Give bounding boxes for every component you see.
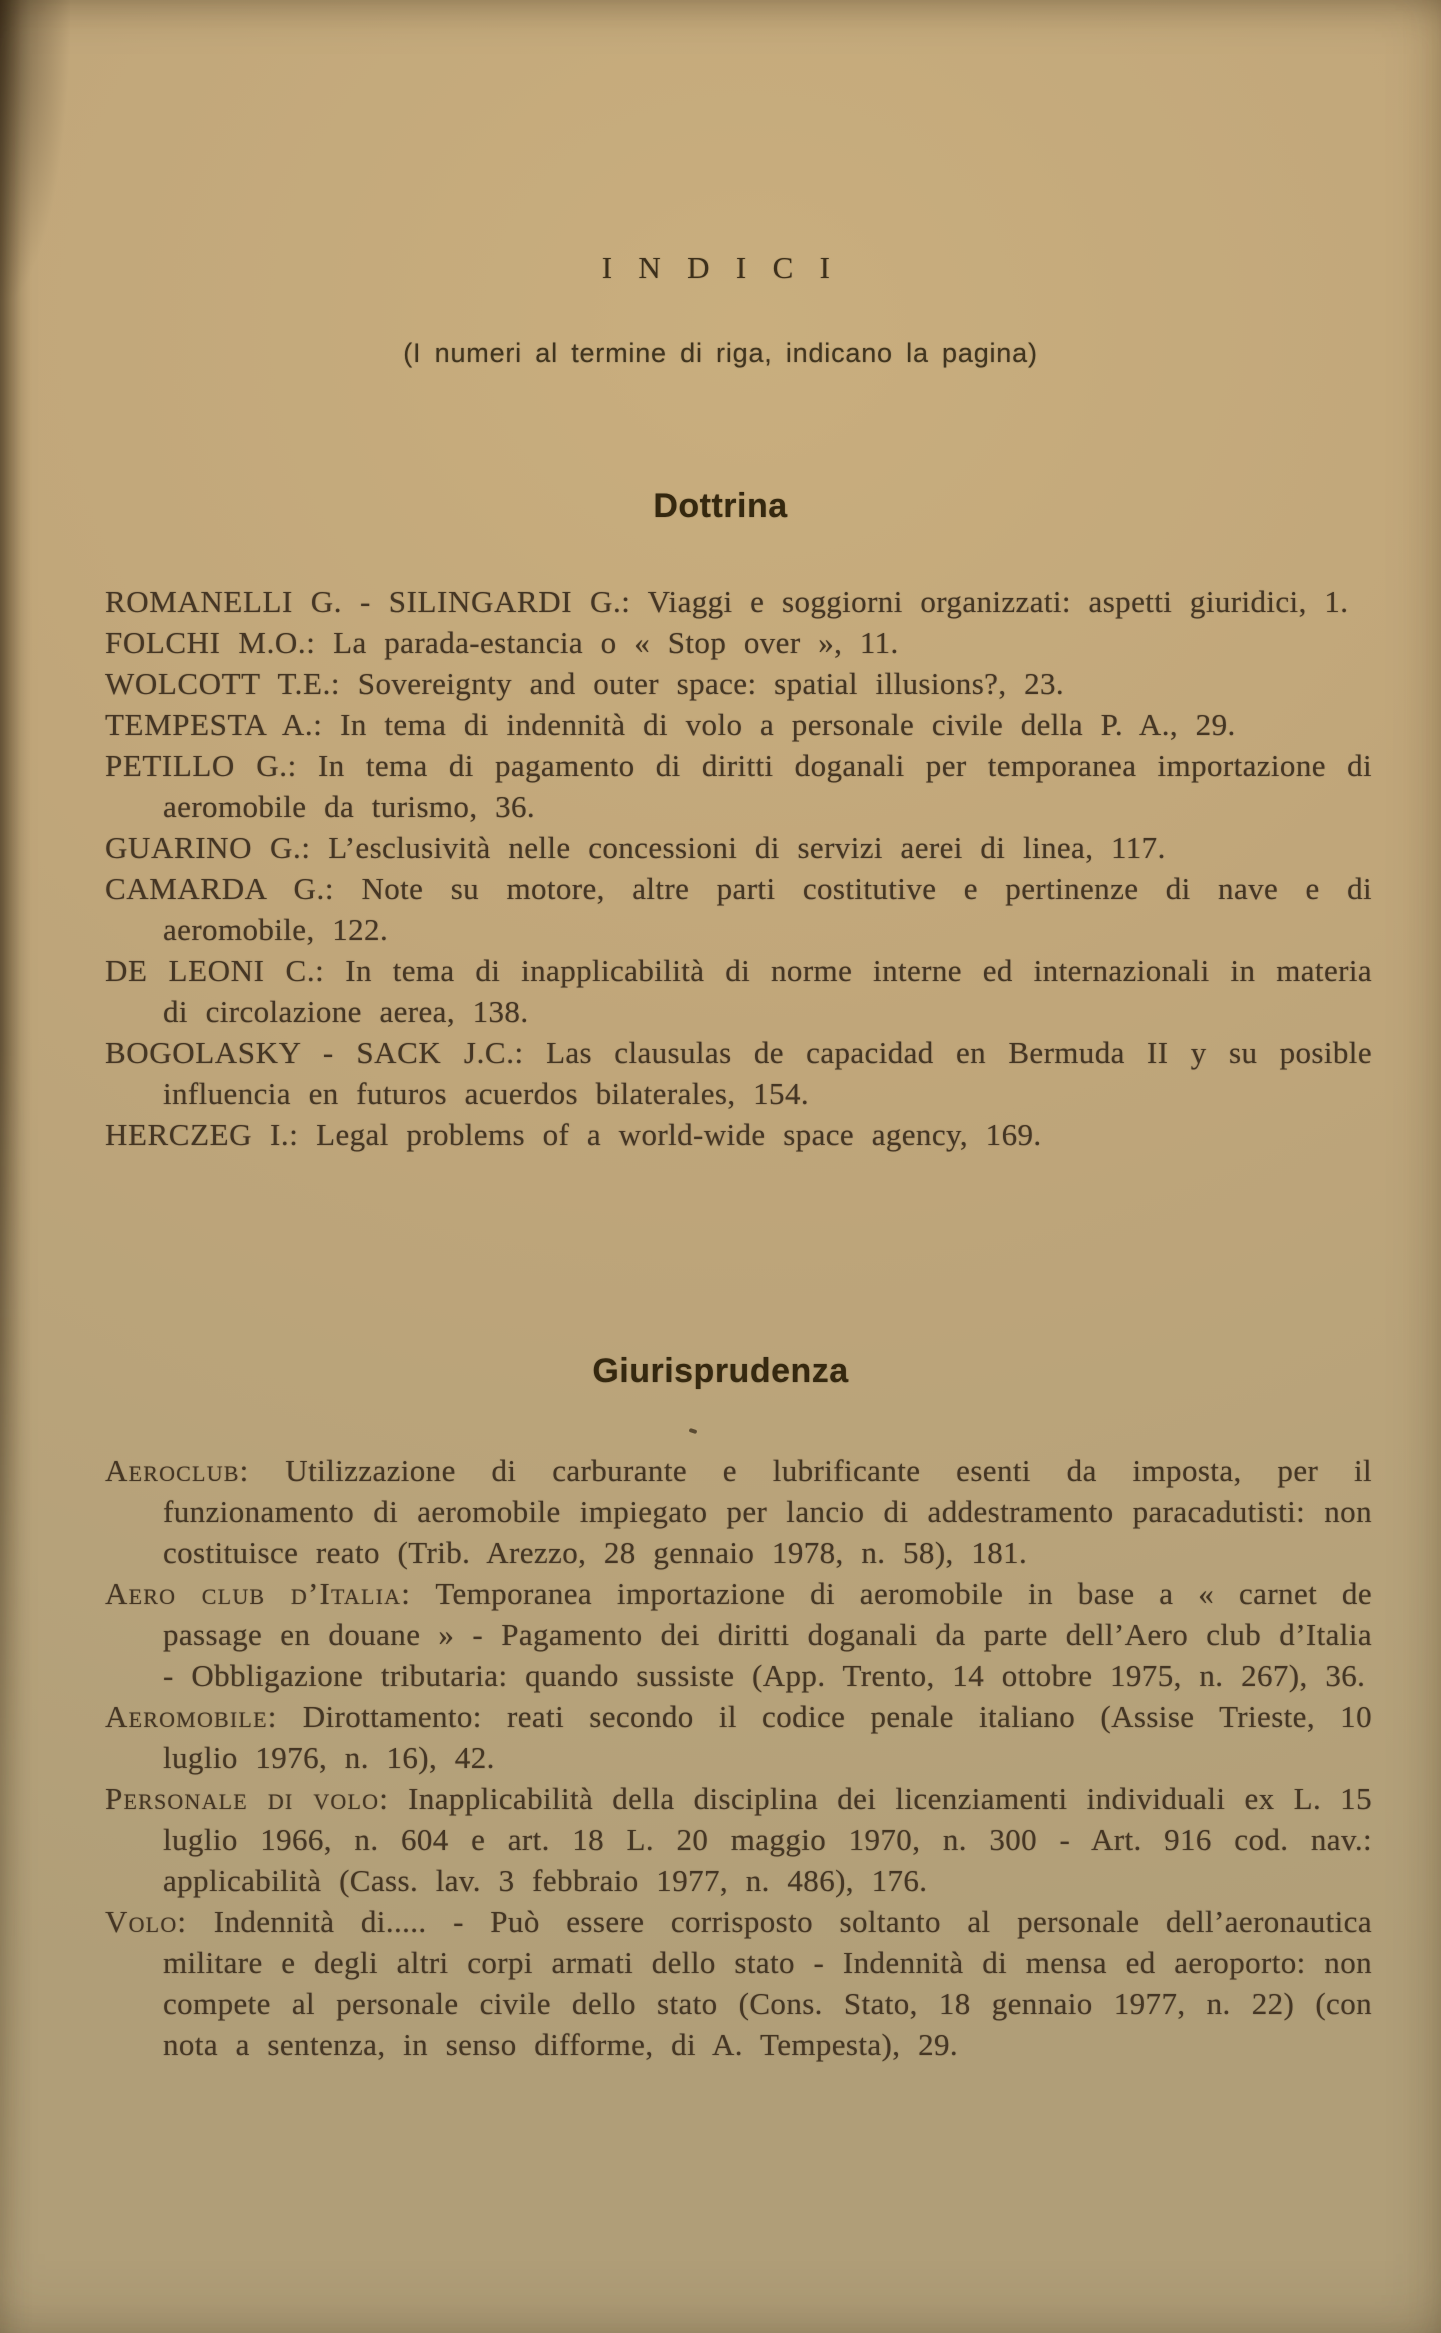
index-entry [105, 1450, 1372, 1573]
entry-text: Viaggi e soggiorni organizzati: aspetti giuridici, 1. [647, 584, 1349, 619]
index-entry [105, 704, 1372, 745]
index-entry [105, 1573, 1372, 1696]
section-heading: Giurisprudenza [592, 1352, 849, 1390]
ink-speck [689, 1428, 698, 1434]
index-entry [105, 663, 1372, 704]
entry-text: Sovereignty and outer space: spatial illusions?, 23. [357, 666, 1065, 701]
entry-text: L’esclusività nelle concessioni di servizi aerei di linea, 117. [328, 830, 1166, 865]
index-entry [105, 868, 1372, 950]
entry-term: Aero club d’Italia: [105, 1576, 412, 1611]
index-entry [105, 950, 1372, 1032]
index-entry [105, 827, 1372, 868]
index-entry [105, 1696, 1372, 1778]
entry-author: BOGOLASKY - SACK J.C.: [105, 1035, 524, 1070]
entry-list [105, 1450, 1372, 2065]
index-note: (I numeri al termine di riga, indicano la pagina) [403, 338, 1038, 368]
entry-text: Temporanea importazione di aeromobile in base a « carnet de passage en douane » - Pagamento dei diritti doganali da parte dell’Aero club d’Italia - Obbligazione tributaria: quando sussiste (App. Trento, 14 ottobre 1975, n. 267), 36. [163, 1576, 1372, 1693]
entry-term: Personale di volo: [105, 1781, 390, 1816]
entry-author: WOLCOTT T.E.: [105, 666, 341, 701]
entry-author: ROMANELLI G. - SILINGARDI G.: [105, 584, 631, 619]
section-heading: Dottrina [653, 487, 788, 525]
entry-text: In tema di pagamento di diritti doganali per temporanea importazione di aeromobile da turismo, 36. [163, 748, 1372, 824]
entry-text: La parada-estancia o « Stop over », 11. [333, 625, 899, 660]
index-entry [105, 1778, 1372, 1901]
entry-list [105, 581, 1372, 1155]
entry-author: DE LEONI C.: [105, 953, 325, 988]
index-entry [105, 1901, 1372, 2065]
entry-author: GUARINO G.: [105, 830, 311, 865]
entry-text: Las clausulas de capacidad en Bermuda II y su posible influencia en futuros acuerdos bilaterales, 154. [163, 1035, 1372, 1111]
entry-term: Aeroclub: [105, 1453, 250, 1488]
entry-text: Utilizzazione di carburante e lubrificante esenti da imposta, per il funzionamento di aeromobile impiegato per lancio di addestramento paracadutisti: non costituisce reato (Trib. Arezzo, 28 gennaio 1978, n. 58), 181. [163, 1453, 1373, 1570]
entry-text: In tema di indennità di volo a personale civile della P. A., 29. [340, 707, 1236, 742]
entry-text: Legal problems of a world-wide space agency, 169. [316, 1117, 1042, 1152]
index-entry [105, 1032, 1372, 1114]
entry-author: PETILLO G.: [105, 748, 297, 783]
entry-term: Volo: [105, 1904, 188, 1939]
entry-author: FOLCHI M.O.: [105, 625, 316, 660]
index-entry [105, 581, 1372, 622]
index-entry [105, 1114, 1372, 1155]
entry-text: Note su motore, altre parti costitutive e pertinenze di nave e di aeromobile, 122. [163, 871, 1372, 947]
entry-text: Indennità di..... - Può essere corrisposto soltanto al personale dell’aeronautica militare e degli altri corpi armati dello stato - Indennità di mensa ed aeroporto: non compete al personale civile dello stato (Cons. Stato, 18 gennaio 1977, n. 22) (con nota a sentenza, in senso difforme, di A. Tempesta), 29. [163, 1904, 1372, 2062]
entry-text: Dirottamento: reati secondo il codice penale italiano (Assise Trieste, 10 luglio 1976, n. 16), 42. [163, 1699, 1372, 1775]
entry-term: Aeromobile: [105, 1699, 278, 1734]
index-entry [105, 745, 1372, 827]
entry-text: In tema di inapplicabilità di norme interne ed internazionali in materia di circolazione aerea, 138. [163, 953, 1372, 1029]
index-title: I N D I C I [601, 250, 840, 285]
entry-author: TEMPESTA A.: [105, 707, 323, 742]
entry-text: Inapplicabilità della disciplina dei licenziamenti individuali ex L. 15 luglio 1966, n. 604 e art. 18 L. 20 maggio 1970, n. 300 - Art. 916 cod. nav.: applicabilità (Cass. lav. 3 febbraio 1977, n. 486), 176. [163, 1781, 1372, 1898]
index-entry [105, 622, 1372, 663]
entry-author: CAMARDA G.: [105, 871, 335, 906]
entry-author: HERCZEG I.: [105, 1117, 299, 1152]
